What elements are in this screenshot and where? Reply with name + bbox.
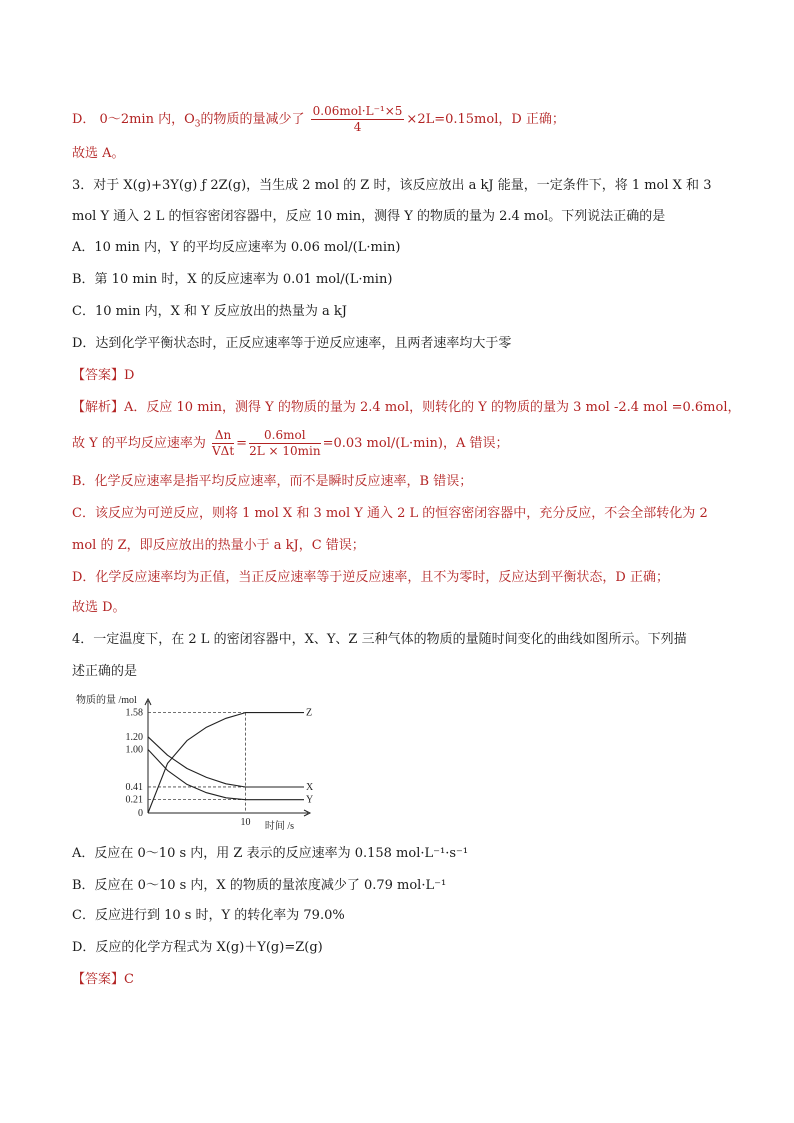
prev-option-d-mid: 的物质的量减少了 [200, 112, 305, 127]
equals-sign: = [236, 436, 248, 451]
x-axis-label: 时间 /s [264, 821, 294, 832]
y-tick-label: 0.41 [125, 781, 143, 793]
rate-fraction-denominator: VΔt [212, 444, 235, 458]
series-line-x [148, 737, 304, 787]
y-axis-label: 物质的量 /mol [76, 695, 137, 706]
q3-option-c: C．10 min 内，X 和 Y 反应放出的热量为 a kJ [72, 304, 347, 319]
q3-explanation-a2-post: =0.03 mol/(L·min)，A 错误； [322, 436, 509, 451]
o3-subscript: 3 [194, 119, 201, 130]
y-tick-label: 1.20 [125, 731, 143, 743]
series-label-x: X [306, 781, 314, 793]
q4-stem-line2: 述正确的是 [72, 664, 138, 679]
value-fraction-numerator: 0.6mol [249, 428, 321, 444]
prev-option-d-text: D． 0～2min 内，O [72, 112, 195, 127]
q3-explanation-a2 [72, 428, 509, 459]
select-a: 故选 A。 [72, 146, 125, 161]
q4-option-a: A．反应在 0～10 s 内，用 Z 表示的反应速率为 0.158 mol·L⁻¹·s⁻¹ [72, 846, 469, 861]
q4-option-d: D．反应的化学方程式为 X(g)＋Y(g)=Z(g) [72, 940, 323, 955]
q3-option-a: A．10 min 内，Y 的平均反应速率为 0.06 mol/(L·min) [72, 240, 401, 255]
value-fraction-denominator: 2L × 10min [249, 444, 321, 458]
rate-fraction-numerator: Δn [212, 428, 234, 444]
q3-option-d: D．达到化学平衡状态时，正反应速率等于逆反应速率，且两者速率均大于零 [72, 336, 512, 351]
y-tick-label: 0.21 [125, 794, 143, 806]
amount-time-chart [72, 695, 312, 835]
prev-fraction-numerator: 0.06mol·L⁻¹×5 [312, 104, 403, 118]
x-tick-label: 10 [240, 817, 251, 828]
q3-explanation-d: D．化学反应速率均为正值，当正反应速率等于逆反应速率，且不为零时，反应达到平衡状态，D 正确； [72, 570, 669, 585]
q4-option-c: C．反应进行到 10 s 时，Y 的转化率为 79.0% [72, 908, 345, 923]
q4-stem-line1: 4．一定温度下，在 2 L 的密闭容器中，X、Y、Z 三种气体的物质的量随时间变化的曲线如图所示。下列描 [72, 632, 687, 647]
q3-stem-line1: 3．对于 X(g)+3Y(g) ƒ 2Z(g)，当生成 2 mol 的 Z 时，该反应放出 a kJ 能量，一定条件下，将 1 mol X 和 3 [72, 178, 712, 193]
q3-explanation-a2-pre: 故 Y 的平均反应速率为 [72, 436, 206, 451]
y-tick-label: 1.00 [125, 744, 143, 756]
q4-option-b: B．反应在 0～10 s 内，X 的物质的量浓度减少了 0.79 mol·L⁻¹ [72, 878, 447, 893]
q3-explanation-b: B．化学反应速率是指平均反应速率，而不是瞬时反应速率，B 错误； [72, 474, 473, 489]
q3-explanation-c1: C．该反应为可逆反应，则将 1 mol X 和 3 mol Y 通入 2 L 的恒容密闭容器中，充分反应，不会全部转化为 2 [72, 506, 708, 521]
series-line-y [148, 750, 304, 800]
prev-fraction [311, 104, 405, 135]
q3-explanation-c2: mol 的 Z，即反应放出的热量小于 a kJ，C 错误； [72, 538, 365, 553]
q3-answer: 【答案】D [72, 368, 135, 383]
y-tick-label: 0 [138, 808, 143, 819]
value-fraction [249, 428, 321, 459]
series-label-y: Y [306, 794, 314, 806]
prev-option-d [72, 104, 565, 135]
q3-stem-line2: mol Y 通入 2 L 的恒容密闭容器中，反应 10 min，测得 Y 的物质的量为 2.4 mol。下列说法正确的是 [72, 209, 666, 224]
q4-answer: 【答案】C [72, 972, 134, 987]
prev-option-d-post: ×2L=0.15mol，D 正确； [406, 112, 565, 127]
series-label-z: Z [306, 707, 313, 719]
q3-option-b: B．第 10 min 时，X 的反应速率为 0.01 mol/(L·min) [72, 272, 393, 287]
q3-explanation-a1: 【解析】A．反应 10 min，测得 Y 的物质的量为 2.4 mol，则转化的 Y 的物质的量为 3 mol -2.4 mol =0.6mol， [72, 400, 741, 415]
select-d: 故选 D。 [72, 600, 126, 615]
rate-fraction [212, 428, 234, 459]
y-tick-label: 1.58 [125, 707, 143, 719]
prev-fraction-denominator: 4 [353, 120, 362, 134]
